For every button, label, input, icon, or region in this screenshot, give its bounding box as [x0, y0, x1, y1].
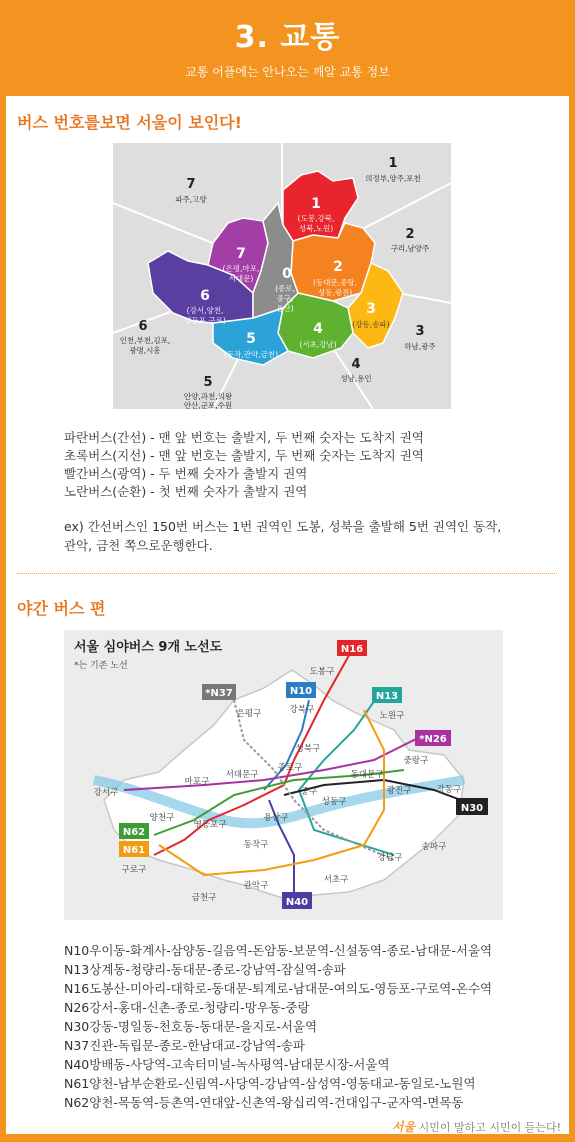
district-gangseo: 강서구: [93, 788, 119, 798]
route-text-n37: N37진관-독립문-종로-한남대교-강남역-송파: [64, 1038, 306, 1053]
outer-3-label: 하남,광주: [404, 342, 436, 351]
section-title-bus-numbers: 버스 번호를보면 서울이 보인다!: [17, 113, 242, 132]
outer-1-num: 1: [388, 156, 398, 171]
district-eunpyeong: 은평구: [236, 709, 262, 719]
outer-6-label-2: 광명,시흥: [129, 346, 161, 355]
outer-7-num: 7: [186, 177, 196, 192]
night-map-note: *는 기존 노선: [74, 661, 128, 671]
district-yangcheon: 양천구: [149, 813, 175, 823]
district-dongjak: 동작구: [243, 840, 269, 850]
badge-n26: *N26: [419, 734, 447, 745]
footer-text: 시민이 말하고 시민이 듣는다!: [418, 1121, 561, 1134]
bus-zone-map: [113, 143, 451, 409]
zone-0-label-1: (종로,: [275, 284, 295, 293]
route-text-n30: N30강동-명일동-천호동-동대문-을지로-서울역: [64, 1019, 318, 1034]
zone-7-label-2: 서대문): [228, 274, 254, 283]
badge-n40: N40: [285, 897, 309, 908]
outer-2-label: 구리,남양주: [390, 244, 430, 253]
section-divider: [17, 573, 557, 574]
route-text-n26: N26강서-홍대-신촌-종로-청량리-망우동-중랑: [64, 1000, 310, 1015]
route-text-n10: N10우이동-화계사-삼양동-길음역-돈암동-보문역-신설동역-종로-남대문-서울역: [64, 943, 493, 958]
badge-n61: N61: [122, 845, 146, 856]
district-geumcheon: 금천구: [191, 893, 217, 903]
zone-3-label-1: (강동,송파): [352, 320, 390, 329]
example-line-2: 관악, 금천 쪽으로운행한다.: [64, 538, 213, 553]
route-text-n40: N40방배동-사당역-고속터미널-녹사평역-남대문시장-서울역: [64, 1057, 390, 1072]
seoul-logo: 서울: [391, 1120, 416, 1134]
district-gangnam: 강남구: [377, 853, 403, 863]
district-yeongdeungpo: 영등포구: [193, 820, 227, 830]
badge-n62: N62: [122, 827, 146, 838]
zone-6-num: 6: [200, 288, 210, 304]
zone-1-num: 1: [311, 196, 321, 212]
district-seongdong: 성동구: [321, 797, 347, 807]
route-text-n61: N61양천-남부순환로-신림역-사당역-강남역-삼성역-영동대교-동일로-노원역: [64, 1076, 476, 1091]
zone-2-label-1: (동대문,중랑,: [313, 278, 357, 287]
badge-n30: N30: [460, 803, 484, 814]
desc-red-bus: 빨간버스(광역) - 두 번째 숫자가 출발지 권역: [64, 466, 308, 481]
zone-6-label-1: (강서,양천,: [186, 306, 224, 315]
zone-3-num: 3: [366, 301, 376, 317]
zone-2-label-2: 성동,광진): [317, 288, 353, 297]
district-gwangjin: 광진구: [386, 786, 412, 796]
zone-5-label-1: (동작,관악,금천): [223, 350, 279, 359]
zone-1-label-1: (도봉,강북,: [297, 214, 335, 223]
zone-7-label-1: (은평,마포,: [222, 264, 260, 273]
outer-1-label: 의정부,양주,포천: [365, 174, 421, 183]
district-jongno: 종로구: [277, 763, 303, 773]
section-title-night-bus: 야간 버스 편: [17, 599, 106, 618]
route-text-n62: N62양천-목동역-등촌역-연대앞-신촌역-왕십리역-건대입구-군자역-면목동: [64, 1095, 464, 1110]
badge-n16: N16: [340, 644, 364, 655]
outer-6-num: 6: [138, 319, 148, 334]
outer-4-label: 성남,용인: [340, 374, 372, 383]
desc-blue-bus: 파란버스(간선) - 맨 앞 번호는 출발지, 두 번째 숫자는 도착지 권역: [64, 430, 424, 445]
zone-0-num: 0: [282, 266, 292, 282]
night-bus-map-svg: [64, 630, 503, 920]
desc-yellow-bus: 노란버스(순환) - 첫 번째 숫자가 출발지 권역: [64, 484, 308, 499]
desc-green-bus: 초록버스(지선) - 맨 앞 번호는 출발지, 두 번째 숫자는 도착지 권역: [64, 448, 424, 463]
zone-0-label-3: 용산): [276, 304, 294, 313]
night-bus-map: [64, 630, 503, 920]
district-seodaemun: 서대문구: [225, 770, 259, 780]
badge-n13: N13: [375, 691, 399, 702]
district-yongsan: 용산구: [263, 813, 289, 823]
zone-7-num: 7: [236, 246, 246, 262]
district-dobong: 도봉구: [309, 667, 335, 677]
district-seocho: 서초구: [323, 875, 349, 885]
outer-3-num: 3: [415, 324, 425, 339]
district-gwanak: 관악구: [243, 881, 269, 891]
zone-0-label-2: 중구,: [276, 294, 294, 303]
badge-n10: N10: [289, 686, 313, 697]
night-map-title: 서울 심야버스 9개 노선도: [74, 640, 223, 655]
district-gangbuk: 강북구: [289, 705, 315, 715]
zone-5-num: 5: [246, 331, 256, 347]
zone-4-num: 4: [313, 321, 323, 337]
outer-5-num: 5: [203, 375, 213, 390]
page-subtitle: 교통 어플에는 안나오는 깨알 교통 정보: [185, 65, 390, 79]
route-text-n16: N16도봉산-미아리-대학로-동대문-퇴계로-남대문-여의도-영등포-구로역-온수역: [64, 981, 493, 996]
district-jung: 중구: [300, 787, 318, 797]
route-text-n13: N13상계동-청량리-동대문-종로-강남역-잠실역-송파: [64, 962, 346, 977]
zone-2-num: 2: [333, 259, 343, 275]
outer-5-label-2: 안산,군포,수원: [183, 401, 233, 409]
header-banner: [0, 0, 575, 96]
district-jungnang: 중랑구: [403, 756, 429, 766]
district-mapo: 마포구: [184, 777, 210, 787]
footer-slogan: [392, 1118, 561, 1135]
example-line-1: ex) 간선버스인 150번 버스는 1번 권역인 도봉, 성북을 출발해 5번 권역인 동작,: [64, 519, 502, 534]
outer-2-num: 2: [405, 227, 415, 242]
district-nowon: 노원구: [379, 711, 405, 721]
district-gangdong: 강동구: [436, 785, 462, 795]
district-songpa: 송파구: [421, 842, 447, 852]
district-dongdaemun: 동대문구: [350, 770, 384, 780]
bus-zone-map-svg: [113, 143, 451, 409]
outer-7-label: 파주,고양: [175, 195, 207, 204]
badge-n37: *N37: [205, 688, 233, 699]
outer-4-num: 4: [351, 357, 361, 372]
page-title: 3. 교통: [234, 20, 341, 55]
zone-1-label-2: 성북,노원): [298, 224, 334, 233]
district-guro: 구로구: [121, 865, 147, 875]
zone-6-label-2: 영등포,구로): [184, 316, 226, 325]
outer-5-label-1: 안양,과천,의왕: [183, 392, 233, 401]
outer-6-label-1: 인천,부천,김포,: [119, 336, 171, 345]
district-seongbuk: 성북구: [295, 744, 321, 754]
zone-4-label-1: (서초,강남): [299, 340, 337, 349]
